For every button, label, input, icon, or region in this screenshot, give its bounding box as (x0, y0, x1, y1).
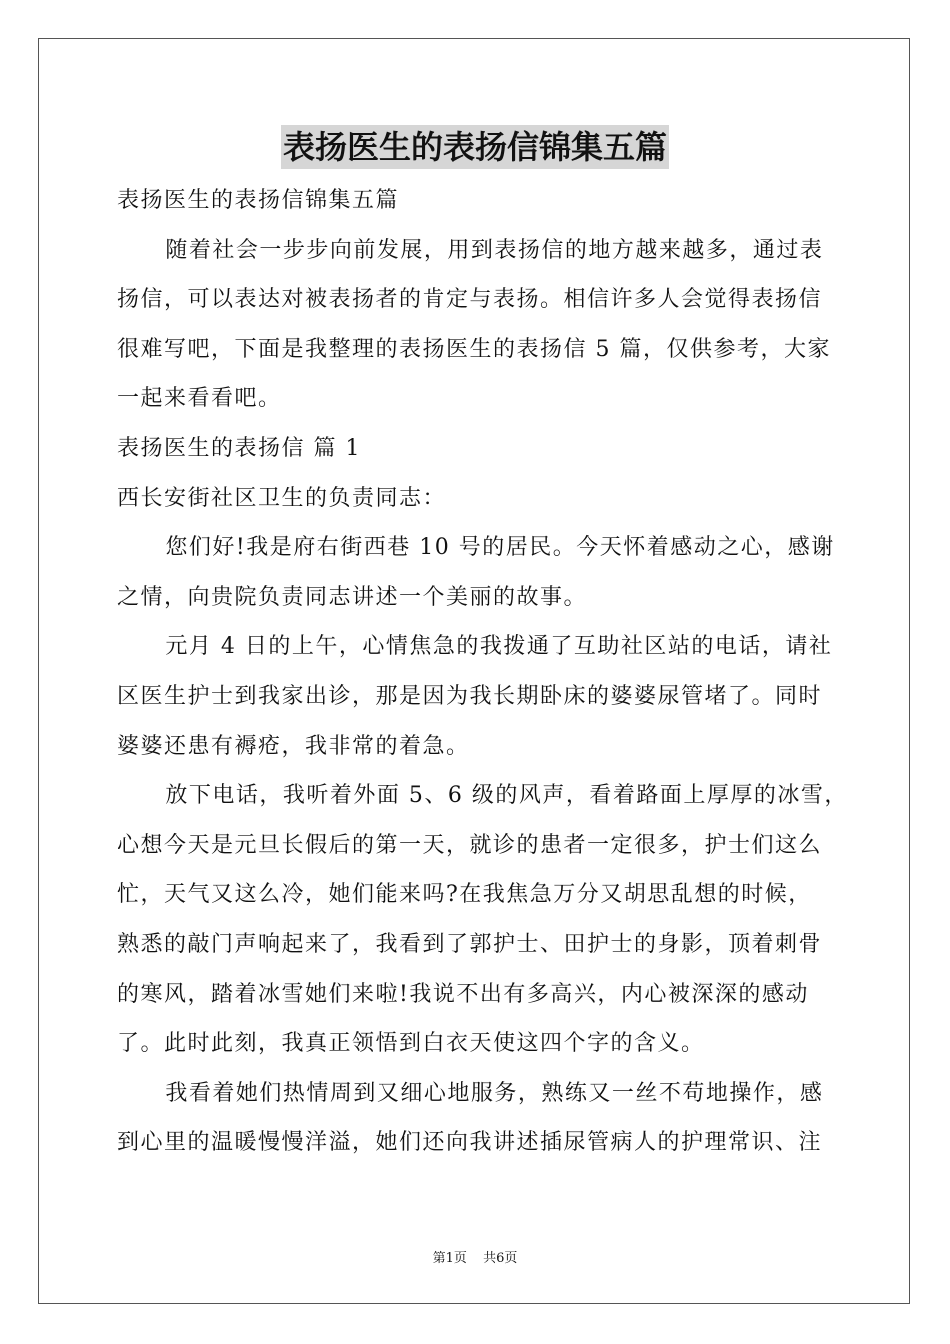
body-line: 元月 4 日的上午，心情焦急的我拨通了互助社区站的电话，请社 (165, 634, 833, 660)
body-line: 表扬医生的表扬信锦集五篇 (117, 188, 400, 213)
body-line: 婆婆还患有褥疮，我非常的着急。 (117, 733, 470, 759)
body-line: 表扬医生的表扬信 篇 1 (117, 435, 361, 461)
body-line: 扬信，可以表达对被表扬者的肯定与表扬。相信许多人会觉得表扬信 (117, 287, 823, 313)
body-line: 随着社会一步步向前发展，用到表扬信的地方越来越多，通过表 (165, 237, 824, 263)
page-total: 共6页 (483, 1251, 518, 1266)
body-line: 的寒风，踏着冰雪她们来啦!我说不出有多高兴，内心被深深的感动 (117, 981, 809, 1007)
page-footer (0, 1247, 950, 1266)
body-line: 很难写吧，下面是我整理的表扬医生的表扬信 5 篇，仅供参考，大家 (117, 336, 831, 362)
body-line: 忙，天气又这么冷，她们能来吗?在我焦急万分又胡思乱想的时候， (117, 882, 812, 908)
body-line: 了。此时此刻，我真正领悟到白衣天使这四个字的含义。 (117, 1031, 705, 1057)
body-line: 熟悉的敲门声响起来了，我看到了郭护士、田护士的身影，顶着刺骨 (117, 931, 823, 957)
body-line: 区医生护士到我家出诊，那是因为我长期卧床的婆婆尿管堵了。同时 (117, 683, 823, 709)
document-title: 表扬医生的表扬信锦集五篇 (281, 125, 669, 169)
title-container (0, 125, 950, 169)
body-line: 心想今天是元旦长假后的第一天，就诊的患者一定很多，护士们这么 (117, 832, 823, 858)
body-line: 放下电话，我听着外面 5、6 级的风声，看着路面上厚厚的冰雪， (165, 783, 848, 809)
body-line: 西长安街社区卫生的负责同志： (117, 485, 447, 511)
body-line: 到心里的温暖慢慢洋溢，她们还向我讲述插尿管病人的护理常识、注 (117, 1130, 823, 1156)
body-line: 一起来看看吧。 (117, 386, 282, 412)
body-line: 之情，向贵院负责同志讲述一个美丽的故事。 (117, 584, 588, 610)
body-line: 我看着她们热情周到又细心地服务，熟练又一丝不苟地操作，感 (165, 1080, 824, 1106)
body-line: 您们好!我是府右街西巷 10 号的居民。今天怀着感动之心，感谢 (165, 535, 835, 561)
page-number: 第1页 (432, 1251, 467, 1266)
document-body (117, 176, 848, 1168)
